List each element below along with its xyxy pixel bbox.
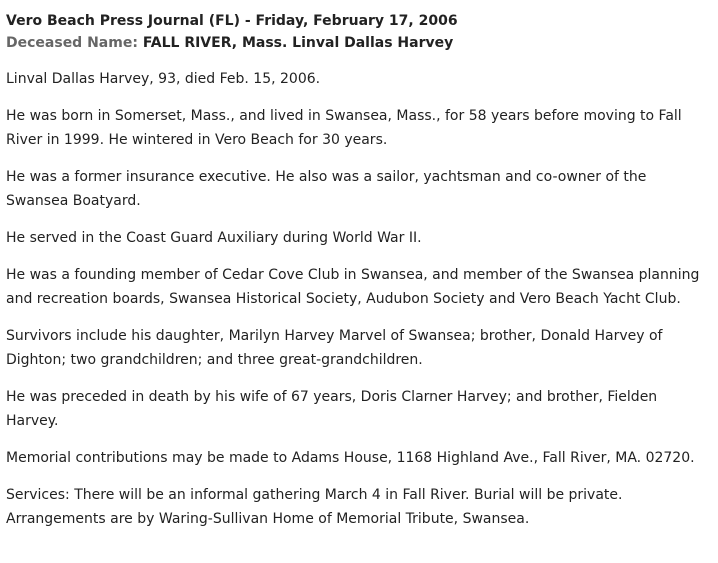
- obituary-body: [6, 67, 712, 531]
- deceased-name: FALL RIVER, Mass. Linval Dallas Harvey: [142, 35, 454, 51]
- paragraph-memorial: Memorial contributions may be made to Adams House, 1168 Highland Ave., Fall River, MA. 02720.: [6, 450, 695, 466]
- source-line: Vero Beach Press Journal (FL) - Friday, February 17, 2006: [6, 13, 458, 29]
- paragraph-preceded: He was preceded in death by his wife of 67 years, Doris Clarner Harvey; and brother, Fielden Harvey.: [6, 389, 658, 429]
- paragraph-service: He served in the Coast Guard Auxiliary during World War II.: [6, 230, 422, 246]
- paragraph-death: Linval Dallas Harvey, 93, died Feb. 15, 2006.: [6, 71, 321, 87]
- paragraph-services: Services: There will be an informal gathering March 4 in Fall River. Burial will be private. Arrangements are by Waring-Sullivan Home of Memorial Tribute, Swansea.: [6, 487, 623, 527]
- paragraph-memberships: He was a founding member of Cedar Cove Club in Swansea, and member of the Swansea planning and recreation boards, Swansea Historical Society, Audubon Society and Vero Beach Yacht Club.: [6, 267, 700, 307]
- deceased-line: [6, 32, 718, 54]
- deceased-label: Deceased Name:: [6, 35, 138, 51]
- paragraph-survivors: Survivors include his daughter, Marilyn Harvey Marvel of Swansea; brother, Donald Harvey of Dighton; two grandchildren; and three great-grandchildren.: [6, 328, 663, 368]
- paragraph-career: He was a former insurance executive. He also was a sailor, yachtsman and co-owner of the Swansea Boatyard.: [6, 169, 647, 209]
- paragraph-birth: He was born in Somerset, Mass., and lived in Swansea, Mass., for 58 years before moving to Fall River in 1999. He wintered in Vero Beach for 30 years.: [6, 108, 682, 148]
